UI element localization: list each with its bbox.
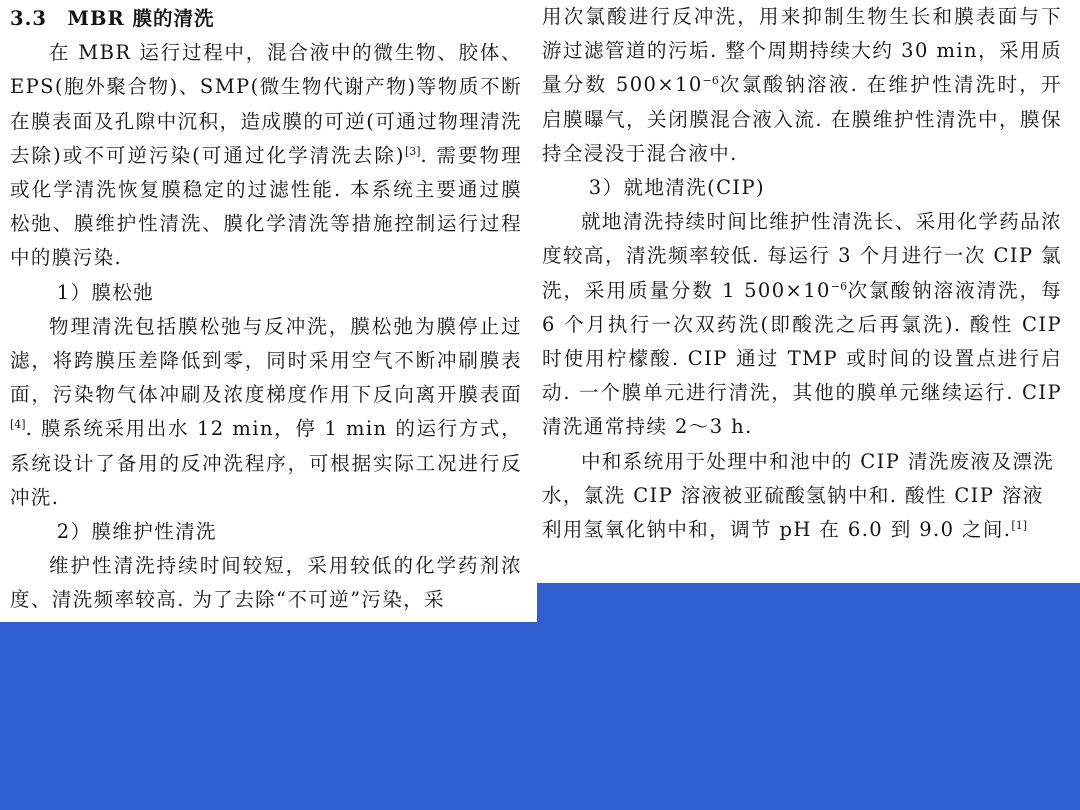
paragraph-text: . 需要物理或化学清洗恢复膜稳定的过滤性能. 本系统主要通过膜松弛、膜维护性清洗、膜化学清洗等措施控制运行过程中的膜污染.	[10, 143, 522, 270]
section-heading: 3.3 MBR 膜的清洗	[10, 7, 215, 30]
paragraph-physical-cleaning	[10, 310, 522, 515]
paragraph-text: 在 MBR 运行过程中，混合液中的微生物、胶体、EPS(胞外聚合物)、SMP(微生物代谢产物)等物质不断在膜表面及孔隙中沉积，造成膜的可逆(可通过物理清洗去除)或不可逆污染(可通过化学清洗去除)	[10, 41, 522, 167]
paragraph-maintenance-cleaning: 维护性清洗持续时间较短，采用较低的化学药剂浓度、清洗频率较高. 为了去除“不可逆”污染，采	[10, 554, 522, 612]
superscript-exponent: −6	[702, 74, 719, 88]
paragraph-membrane-fouling	[10, 36, 522, 275]
paragraph-text: 就地清洗持续时间比维护性清洗长、采用化学药品浓度较高，清洗频率较低. 每运行 3 个月进行一次 CIP 氯洗，采用质量分数 1 500×10	[542, 210, 1062, 302]
subheading-membrane-relaxation: 1）膜松弛	[56, 280, 155, 304]
paragraph-cip-cleaning	[542, 205, 1062, 444]
paragraph-text: 次氯酸钠溶液清洗，每 6 个月执行一次双药洗(即酸洗之后再氯洗). 酸性 CIP 时使用柠檬酸. CIP 通过 TMP 或时间的设置点进行启动. 一个膜单元进行清洗，其他的膜单元继续运行. CIP 清洗通常持续 2～3 h.	[542, 278, 1062, 439]
subheading-cip: 3）就地清洗(CIP)	[588, 176, 766, 200]
paragraph-text: 物理清洗包括膜松弛与反冲洗，膜松弛为膜停止过滤，将跨膜压差降低到零，同时采用空气不断冲刷膜表面，污染物气体冲刷及浓度梯度作用下反向离开膜表面	[10, 314, 522, 407]
paragraph-text: . 膜系统采用出水 12 min，停 1 min 的运行方式，系统设计了备用的反冲洗程序，可根据实际工况进行反冲洗.	[10, 417, 522, 509]
paragraph-text: 中和系统用于处理中和池中的 CIP 清洗废液及漂洗水，氯洗 CIP 溶液被亚硫酸氢钠中和. 酸性 CIP 溶液利用氢氧化钠中和，调节 pH 在 6.0 到 9.0 之间.	[542, 449, 1055, 542]
citation-ref: [1]	[1011, 519, 1027, 533]
paragraph-text: 用次氯酸进行反冲洗，用来抑制生物生长和膜表面与下游过滤管道的污垢. 整个周期持续大约 30 min，采用质量分数 500×10	[542, 5, 1062, 97]
right-column	[542, 0, 1062, 547]
paragraph-text: 次氯酸钠溶液. 在维护性清洗时，开启膜曝气，关闭膜混合液入流. 在膜维护性清洗中，膜保持全浸没于混合液中.	[542, 73, 1062, 165]
left-column	[10, 2, 522, 618]
paragraph-neutralization	[542, 445, 1062, 548]
paragraph-hypochlorite-backwash	[542, 0, 1062, 171]
right-page-fragment	[537, 0, 1080, 583]
subheading-maintenance-cleaning: 2）膜维护性清洗	[56, 520, 217, 544]
superscript-exponent: −6	[830, 279, 848, 293]
citation-ref: [3]	[404, 144, 421, 158]
citation-ref: [4]	[10, 418, 26, 432]
left-page-fragment	[0, 0, 537, 622]
